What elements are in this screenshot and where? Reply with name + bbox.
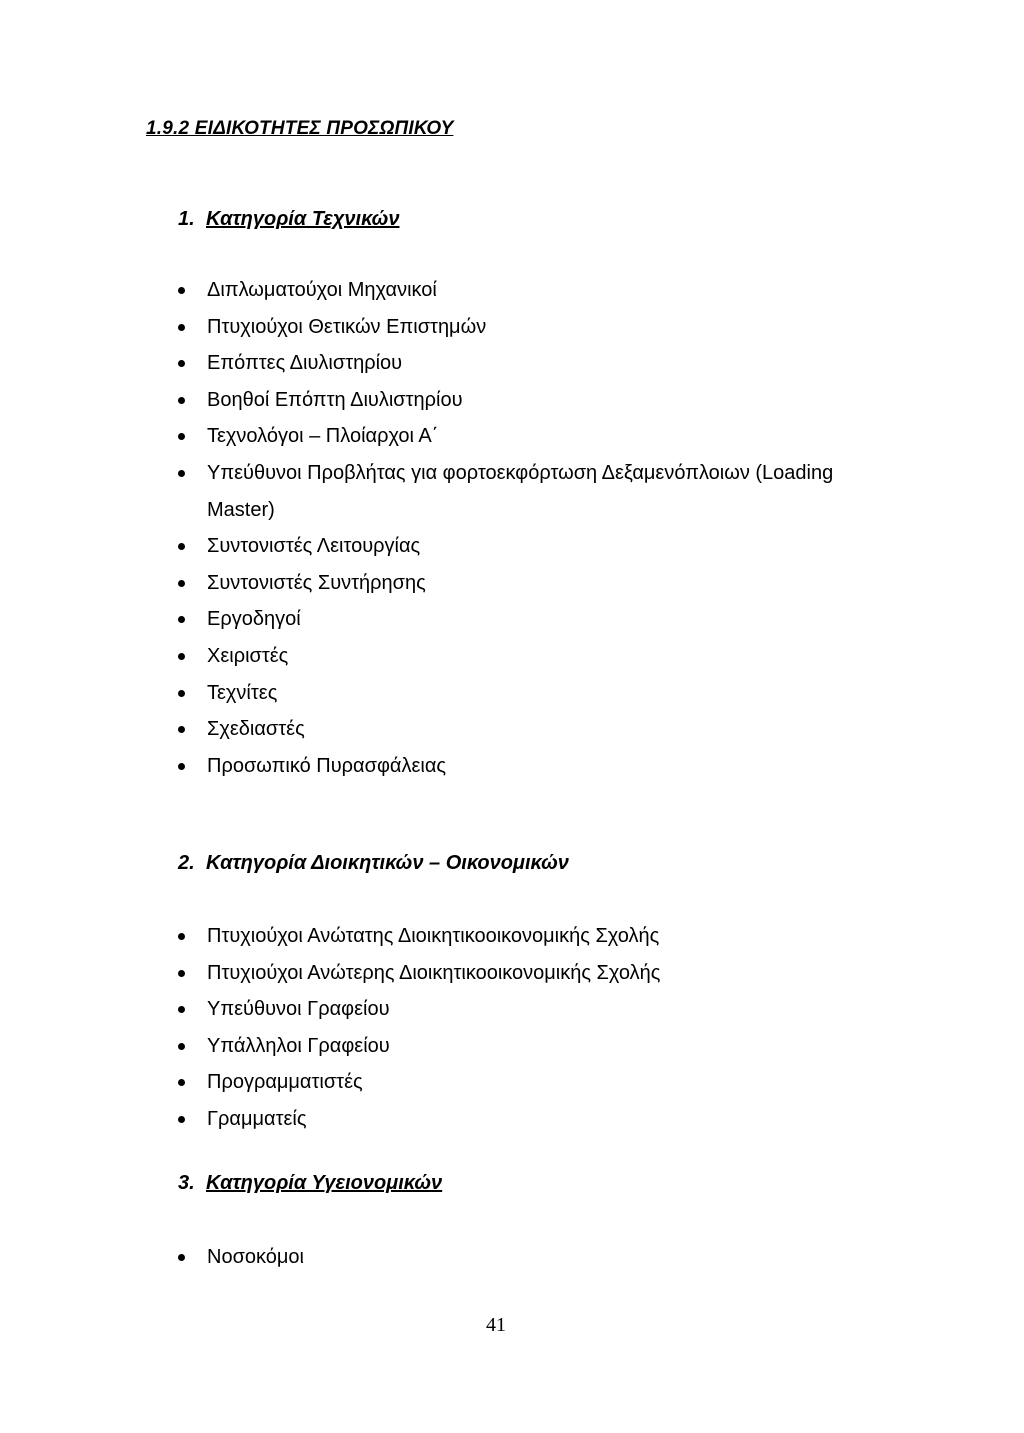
bullet-icon: [178, 397, 185, 404]
list-item: Πτυχιούχοι Ανώτερης Διοικητικοοικονομικής Σχολής: [0, 955, 660, 992]
bullet-icon: [178, 653, 185, 660]
list-item: Πτυχιούχοι Ανώτατης Διοικητικοοικονομικής Σχολής: [0, 918, 660, 955]
list-item: Προγραμματιστές: [0, 1064, 660, 1101]
list-item: Συντονιστές Συντήρησης: [0, 565, 833, 602]
category-title: Κατηγορία Τεχνικών: [206, 208, 400, 230]
list-item-continuation: Master): [207, 498, 275, 521]
bullet-icon: [178, 360, 185, 367]
list-item: Χειριστές: [0, 638, 833, 675]
section-title: 1.9.2 ΕΙΔΙΚΟΤΗΤΕΣ ΠΡΟΣΩΠΙΚΟΥ: [146, 118, 454, 139]
bullet-icon: [178, 1043, 185, 1050]
category-number: 1.: [178, 208, 195, 230]
bullet-icon: [178, 1254, 185, 1261]
bullet-icon: [178, 1079, 185, 1086]
bullet-icon: [178, 1006, 185, 1013]
bullet-icon: [178, 287, 185, 294]
bullet-icon: [178, 470, 185, 477]
category-1-list: [0, 272, 833, 784]
category-title: Κατηγορία Υγειονομικών: [206, 1172, 443, 1194]
category-3-list: [0, 1239, 304, 1276]
category-title: Κατηγορία Διοικητικών – Οικονομικών: [206, 852, 569, 874]
list-item: Επόπτες Διυλιστηρίου: [0, 345, 833, 382]
bullet-icon: [178, 543, 185, 550]
list-item: Εργοδηγοί: [0, 601, 833, 638]
list-item: Γραμματείς: [0, 1101, 660, 1138]
bullet-icon: [178, 933, 185, 940]
list-item: Τεχνίτες: [0, 675, 833, 712]
category-number: 2.: [178, 852, 195, 874]
bullet-icon: [178, 726, 185, 733]
list-item: Προσωπικό Πυρασφάλειας: [0, 748, 833, 785]
list-item: Σχεδιαστές: [0, 711, 833, 748]
page-number: 41: [486, 1314, 506, 1336]
list-item: Βοηθοί Επόπτη Διυλιστηρίου: [0, 382, 833, 419]
list-item: Υπεύθυνοι Προβλήτας για φορτοεκφόρτωση Δεξαμενόπλοιων (Loading Master): [0, 455, 833, 528]
bullet-icon: [178, 763, 185, 770]
list-item: Τεχνολόγοι – Πλοίαρχοι Α΄: [0, 418, 833, 455]
category-heading-3: [178, 1172, 442, 1195]
bullet-icon: [178, 580, 185, 587]
list-item: Συντονιστές Λειτουργίας: [0, 528, 833, 565]
bullet-icon: [178, 970, 185, 977]
category-number: 3.: [178, 1172, 195, 1194]
bullet-icon: [178, 1116, 185, 1123]
list-item: Διπλωματούχοι Μηχανικοί: [0, 272, 833, 309]
category-heading-2: [178, 852, 569, 875]
category-heading-1: [178, 208, 399, 231]
list-item: Πτυχιούχοι Θετικών Επιστημών: [0, 309, 833, 346]
category-2-list: [0, 918, 660, 1138]
list-item: Υπάλληλοι Γραφείου: [0, 1028, 660, 1065]
bullet-icon: [178, 324, 185, 331]
list-item: Υπεύθυνοι Γραφείου: [0, 991, 660, 1028]
list-item: Νοσοκόμοι: [0, 1239, 304, 1276]
bullet-icon: [178, 616, 185, 623]
bullet-icon: [178, 433, 185, 440]
bullet-icon: [178, 690, 185, 697]
